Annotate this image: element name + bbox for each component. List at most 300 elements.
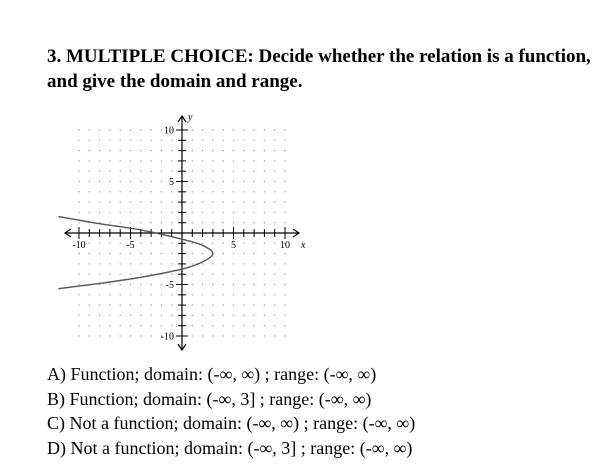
grid-dot xyxy=(274,201,275,202)
grid-dot xyxy=(89,335,90,336)
choice-letter: A) xyxy=(47,364,66,384)
choice-letter: D) xyxy=(47,437,66,458)
grid-dot xyxy=(243,150,244,151)
grid-dot xyxy=(202,181,203,182)
grid-dot xyxy=(223,263,224,264)
grid-dot xyxy=(243,160,244,161)
grid-dot xyxy=(120,243,121,244)
grid-dot xyxy=(212,191,213,192)
grid-dot xyxy=(233,212,234,213)
grid-dot xyxy=(202,150,203,151)
grid-dot xyxy=(233,335,234,336)
grid-dot xyxy=(109,212,110,213)
grid-dot xyxy=(243,171,244,172)
grid-dot xyxy=(253,181,254,182)
grid-dot xyxy=(274,263,275,264)
grid-dot xyxy=(161,212,162,213)
choice-a[interactable] xyxy=(47,362,415,387)
grid-dot xyxy=(99,191,100,192)
grid-dot xyxy=(161,315,162,316)
grid-dot xyxy=(140,191,141,192)
grid-dot xyxy=(264,304,265,305)
grid-dot xyxy=(150,129,151,130)
grid-dot xyxy=(150,171,151,172)
grid-dot xyxy=(171,294,172,295)
grid-dot xyxy=(274,325,275,326)
grid-dot xyxy=(130,315,131,316)
grid-dot xyxy=(161,263,162,264)
grid-dot xyxy=(284,129,285,130)
grid-dot xyxy=(171,171,172,172)
grid-dot xyxy=(192,294,193,295)
grid-dot xyxy=(202,140,203,141)
grid-dot xyxy=(130,191,131,192)
grid-dot xyxy=(171,140,172,141)
grid-dot xyxy=(78,253,79,254)
grid-dot xyxy=(274,284,275,285)
grid-dot xyxy=(243,212,244,213)
grid-dot xyxy=(264,263,265,264)
grid-dot xyxy=(140,129,141,130)
grid-dot xyxy=(150,304,151,305)
grid-dot xyxy=(274,335,275,336)
grid-dot xyxy=(120,294,121,295)
grid-dot xyxy=(243,243,244,244)
grid-dot xyxy=(130,181,131,182)
grid-dot xyxy=(223,315,224,316)
grid-dot xyxy=(284,222,285,223)
grid-dot xyxy=(223,160,224,161)
grid-dot xyxy=(233,171,234,172)
grid-dot xyxy=(243,263,244,264)
grid-dot xyxy=(274,150,275,151)
grid-dot xyxy=(109,150,110,151)
grid-dot xyxy=(99,335,100,336)
grid-dot xyxy=(78,274,79,275)
grid-dot xyxy=(274,304,275,305)
grid-dot xyxy=(130,212,131,213)
grid-dot xyxy=(274,160,275,161)
grid-dot xyxy=(202,191,203,192)
grid-dot xyxy=(202,212,203,213)
grid-dot xyxy=(171,160,172,161)
grid-dot xyxy=(274,243,275,244)
grid-dot xyxy=(120,325,121,326)
grid-dot xyxy=(89,212,90,213)
y-tick-label: -10 xyxy=(160,331,174,343)
x-tick-label: -5 xyxy=(126,240,135,251)
grid-dot xyxy=(243,129,244,130)
grid-dot xyxy=(274,253,275,254)
grid-dot xyxy=(284,181,285,182)
grid-dot xyxy=(99,304,100,305)
x-tick-label: 10 xyxy=(280,240,290,251)
grid-dot xyxy=(233,315,234,316)
grid-dot xyxy=(140,315,141,316)
grid-dot xyxy=(171,150,172,151)
grid-dot xyxy=(99,315,100,316)
grid-dot xyxy=(284,201,285,202)
grid-dot xyxy=(140,222,141,223)
choice-b[interactable] xyxy=(47,387,415,412)
y-axis-label: y xyxy=(188,112,193,123)
grid-dot xyxy=(253,150,254,151)
grid-dot xyxy=(253,274,254,275)
grid-dot xyxy=(264,335,265,336)
grid-dot xyxy=(120,315,121,316)
choice-c[interactable] xyxy=(47,411,415,436)
grid-dot xyxy=(243,253,244,254)
grid-dot xyxy=(120,181,121,182)
choice-text: Function; domain: (-∞, 3] ; range: (-∞, ∞) xyxy=(69,388,372,409)
grid-dot xyxy=(274,140,275,141)
grid-dot xyxy=(223,304,224,305)
grid-dot xyxy=(89,160,90,161)
grid-dot xyxy=(192,140,193,141)
grid-dot xyxy=(89,315,90,316)
question-text: 3. MULTIPLE CHOICE: Decide whether the relation is a function, and give the domain and range. xyxy=(47,46,591,92)
grid-dot xyxy=(202,325,203,326)
grid-dot xyxy=(130,160,131,161)
grid-dot xyxy=(130,284,131,285)
grid-dot xyxy=(120,222,121,223)
grid-dot xyxy=(99,253,100,254)
grid-dot xyxy=(120,304,121,305)
grid-dot xyxy=(120,171,121,172)
grid-dot xyxy=(89,253,90,254)
grid-dot xyxy=(212,201,213,202)
grid-dot xyxy=(284,253,285,254)
grid-dot xyxy=(130,140,131,141)
grid-dot xyxy=(171,274,172,275)
grid-dot xyxy=(192,335,193,336)
grid-dot xyxy=(99,263,100,264)
grid-dot xyxy=(120,284,121,285)
grid-dot xyxy=(161,284,162,285)
grid-dot xyxy=(130,253,131,254)
grid-dot xyxy=(99,160,100,161)
grid-dot xyxy=(150,284,151,285)
grid-dot xyxy=(89,243,90,244)
grid-dot xyxy=(192,263,193,264)
grid-dot xyxy=(109,222,110,223)
grid-dot xyxy=(233,325,234,326)
grid-dot xyxy=(99,325,100,326)
grid-dot xyxy=(109,274,110,275)
grid-dot xyxy=(140,181,141,182)
grid-dot xyxy=(140,253,141,254)
grid-dot xyxy=(264,160,265,161)
grid-dot xyxy=(202,315,203,316)
y-tick-label: 10 xyxy=(164,125,174,137)
choice-text: Not a function; domain: (-∞, ∞) ; range: (-∞, ∞) xyxy=(69,413,416,433)
grid-dot xyxy=(140,150,141,151)
grid-dot xyxy=(78,294,79,295)
grid-dot xyxy=(202,222,203,223)
grid-dot xyxy=(264,222,265,223)
grid-dot xyxy=(212,274,213,275)
grid-dot xyxy=(192,274,193,275)
grid-dot xyxy=(243,325,244,326)
grid-dot xyxy=(212,129,213,130)
grid-dot xyxy=(130,263,131,264)
grid-dot xyxy=(109,294,110,295)
grid-dot xyxy=(171,222,172,223)
grid-dot xyxy=(78,222,79,223)
grid-dot xyxy=(223,181,224,182)
grid-dot xyxy=(192,253,193,254)
grid-dot xyxy=(89,201,90,202)
grid-dot xyxy=(161,222,162,223)
grid-dot xyxy=(223,335,224,336)
grid-dot xyxy=(233,284,234,285)
grid-dot xyxy=(223,191,224,192)
relation-curve xyxy=(58,217,213,289)
grid-dot xyxy=(192,284,193,285)
grid-dot xyxy=(161,160,162,161)
grid-dot xyxy=(223,222,224,223)
grid-dot xyxy=(192,191,193,192)
grid-dot xyxy=(150,181,151,182)
grid-dot xyxy=(243,335,244,336)
grid-dot xyxy=(192,315,193,316)
grid-dot xyxy=(78,284,79,285)
grid-dot xyxy=(233,201,234,202)
grid-dot xyxy=(274,181,275,182)
grid-dot xyxy=(161,150,162,151)
grid-dot xyxy=(253,160,254,161)
grid-dot xyxy=(140,304,141,305)
grid-dot xyxy=(89,129,90,130)
grid-dot xyxy=(109,243,110,244)
grid-dot xyxy=(284,263,285,264)
grid-dot xyxy=(140,335,141,336)
grid-dot xyxy=(243,274,244,275)
grid-dot xyxy=(140,160,141,161)
grid-dot xyxy=(120,274,121,275)
grid-dot xyxy=(171,263,172,264)
grid-dot xyxy=(161,325,162,326)
grid-dot xyxy=(253,222,254,223)
grid-dot xyxy=(78,160,79,161)
grid-dot xyxy=(253,201,254,202)
grid-dot xyxy=(274,191,275,192)
grid-dot xyxy=(212,160,213,161)
grid-dot xyxy=(99,212,100,213)
x-tick-label: 5 xyxy=(231,240,236,251)
grid-dot xyxy=(284,325,285,326)
grid-dot xyxy=(274,222,275,223)
grid-dot xyxy=(89,304,90,305)
grid-dot xyxy=(264,243,265,244)
grid-dot xyxy=(99,181,100,182)
answer-choices xyxy=(47,362,415,460)
grid-dot xyxy=(109,171,110,172)
grid-dot xyxy=(264,191,265,192)
grid-dot xyxy=(140,171,141,172)
grid-dot xyxy=(253,129,254,130)
grid-dot xyxy=(161,191,162,192)
grid-dot xyxy=(171,243,172,244)
grid-dot xyxy=(264,140,265,141)
grid-dot xyxy=(274,212,275,213)
grid-dot xyxy=(264,274,265,275)
grid-dot xyxy=(223,253,224,254)
grid-dot xyxy=(264,284,265,285)
choice-text: Not a function; domain: (-∞, 3] ; range: (-∞, ∞) xyxy=(70,437,413,458)
grid-dot xyxy=(120,335,121,336)
grid-dot xyxy=(109,191,110,192)
grid-dot xyxy=(264,201,265,202)
grid-dot xyxy=(192,181,193,182)
grid-dot xyxy=(223,171,224,172)
grid-dot xyxy=(99,140,100,141)
grid-dot xyxy=(99,150,100,151)
grid-dot xyxy=(212,243,213,244)
grid-dot xyxy=(140,294,141,295)
grid-dot xyxy=(223,274,224,275)
grid-dot xyxy=(253,315,254,316)
grid-dot xyxy=(161,181,162,182)
grid-dot xyxy=(264,212,265,213)
grid-dot xyxy=(212,315,213,316)
grid-dot xyxy=(202,243,203,244)
grid-dot xyxy=(109,325,110,326)
grid-dot xyxy=(89,181,90,182)
grid-dot xyxy=(284,315,285,316)
grid-dot xyxy=(243,191,244,192)
grid-dot xyxy=(171,315,172,316)
grid-dot xyxy=(171,325,172,326)
grid-dot xyxy=(171,201,172,202)
grid-dot xyxy=(243,201,244,202)
choice-letter: C) xyxy=(47,413,65,433)
grid-dot xyxy=(233,191,234,192)
grid-dot xyxy=(140,201,141,202)
choice-letter: B) xyxy=(47,388,65,409)
grid-dot xyxy=(192,212,193,213)
grid-dot xyxy=(140,140,141,141)
grid-dot xyxy=(223,325,224,326)
grid-dot xyxy=(120,253,121,254)
grid-dot xyxy=(109,253,110,254)
grid-dot xyxy=(233,304,234,305)
grid-dot xyxy=(264,181,265,182)
grid-dot xyxy=(274,129,275,130)
grid-dot xyxy=(140,274,141,275)
grid-dot xyxy=(202,129,203,130)
grid-dot xyxy=(192,160,193,161)
grid-dot xyxy=(202,171,203,172)
grid-dot xyxy=(78,150,79,151)
relation-graph xyxy=(40,96,340,364)
grid-dot xyxy=(89,294,90,295)
grid-dot xyxy=(233,294,234,295)
grid-dot xyxy=(150,243,151,244)
grid-dot xyxy=(264,150,265,151)
grid-dot xyxy=(161,243,162,244)
grid-dot xyxy=(243,284,244,285)
grid-dot xyxy=(253,294,254,295)
grid-dot xyxy=(192,243,193,244)
grid-dot xyxy=(202,335,203,336)
grid-dot xyxy=(202,304,203,305)
grid-dot xyxy=(243,140,244,141)
grid-dot xyxy=(150,325,151,326)
grid-dot xyxy=(192,129,193,130)
grid-dot xyxy=(243,294,244,295)
grid-dot xyxy=(284,171,285,172)
grid-dot xyxy=(120,140,121,141)
grid-dot xyxy=(253,212,254,213)
grid-dot xyxy=(233,274,234,275)
grid-dot xyxy=(78,201,79,202)
grid-dot xyxy=(212,171,213,172)
grid-dot xyxy=(253,243,254,244)
grid-dot xyxy=(223,129,224,130)
grid-dot xyxy=(284,140,285,141)
grid-dot xyxy=(202,160,203,161)
grid-dot xyxy=(89,140,90,141)
grid-dot xyxy=(233,129,234,130)
grid-dot xyxy=(78,325,79,326)
grid-dot xyxy=(212,325,213,326)
grid-dot xyxy=(253,263,254,264)
grid-dot xyxy=(284,335,285,336)
grid-dot xyxy=(253,171,254,172)
grid-dot xyxy=(109,129,110,130)
grid-dot xyxy=(99,201,100,202)
grid-dot xyxy=(109,140,110,141)
grid-dot xyxy=(150,191,151,192)
grid-dot xyxy=(150,201,151,202)
grid-dot xyxy=(130,129,131,130)
grid-dot xyxy=(150,160,151,161)
grid-dot xyxy=(212,150,213,151)
grid-dot xyxy=(233,222,234,223)
grid-dot xyxy=(130,335,131,336)
grid-dot xyxy=(202,201,203,202)
grid-dot xyxy=(284,284,285,285)
grid-dot xyxy=(212,212,213,213)
grid-dot xyxy=(284,304,285,305)
grid-dot xyxy=(253,304,254,305)
grid-dot xyxy=(223,201,224,202)
grid-dot xyxy=(78,315,79,316)
grid-dot xyxy=(192,171,193,172)
grid-dot xyxy=(243,181,244,182)
grid-dot xyxy=(161,201,162,202)
grid-dot xyxy=(284,191,285,192)
grid-dot xyxy=(192,325,193,326)
grid-dot xyxy=(130,274,131,275)
grid-dot xyxy=(120,191,121,192)
grid-dot xyxy=(284,294,285,295)
grid-dot xyxy=(274,294,275,295)
grid-dot xyxy=(284,160,285,161)
grid-dot xyxy=(202,274,203,275)
choice-d[interactable] xyxy=(47,436,415,461)
grid-dot xyxy=(264,294,265,295)
grid-dot xyxy=(212,335,213,336)
grid-dot xyxy=(223,212,224,213)
grid-dot xyxy=(202,284,203,285)
grid-dot xyxy=(78,335,79,336)
grid-dot xyxy=(253,325,254,326)
grid-dot xyxy=(243,304,244,305)
grid-dot xyxy=(130,150,131,151)
grid-dot xyxy=(150,140,151,141)
